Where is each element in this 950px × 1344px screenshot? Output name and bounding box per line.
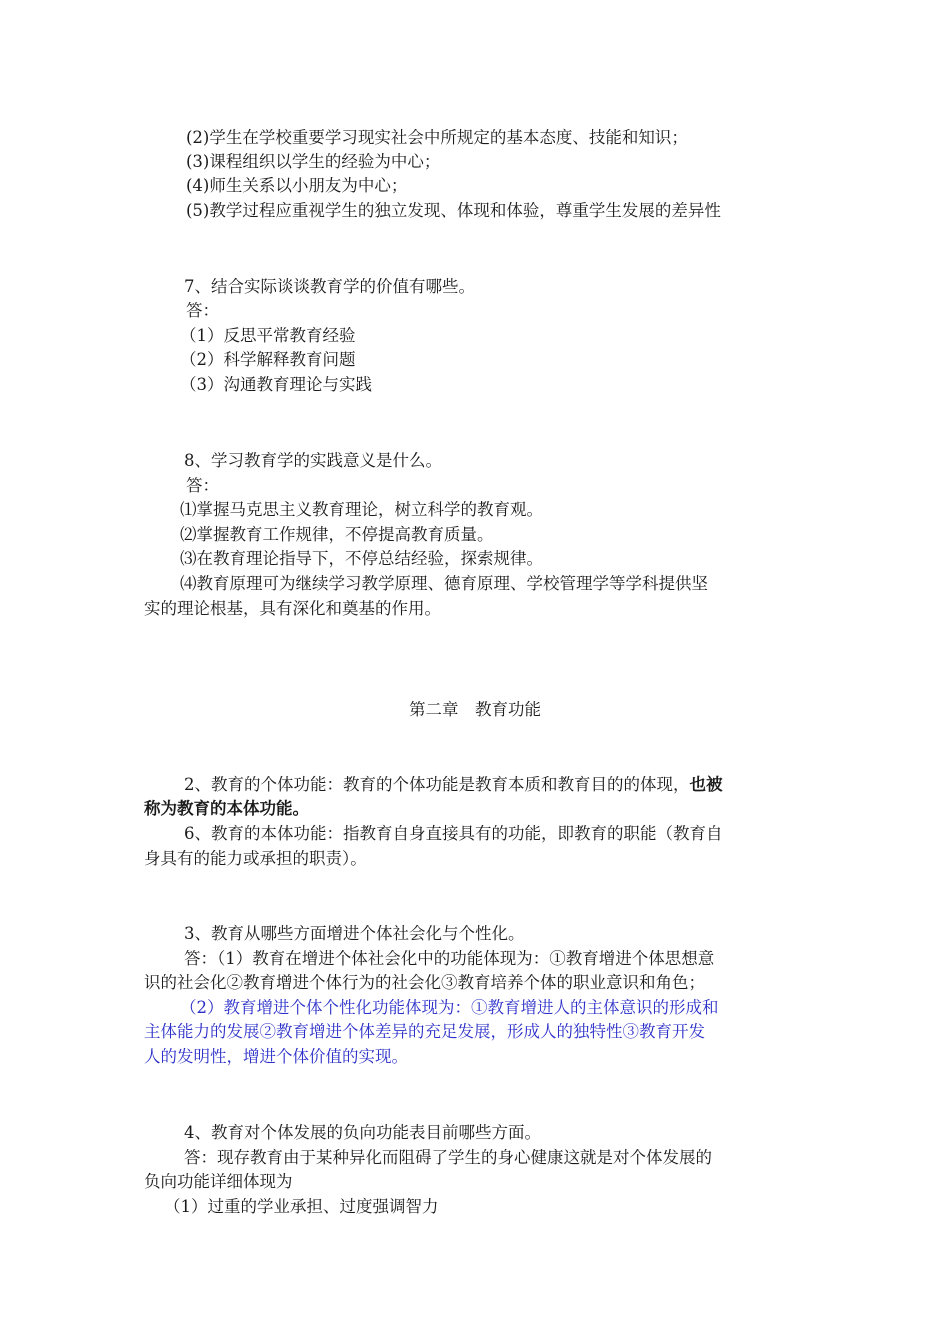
chapter-title: 第二章 教育功能 — [409, 700, 541, 719]
question-3: 3、教育从哪些方面增进个体社会化与个性化。 — [184, 924, 525, 943]
list-item: （1）反思平常教育经验 — [180, 326, 356, 345]
list-item: (3)课程组织以学生的经验为中心； — [186, 152, 441, 171]
list-item-continuation: 实的理论根基，具有深化和奠基的作用。 — [144, 599, 441, 618]
list-item: (2)学生在学校重要学习现实社会中所规定的基本态度、技能和知识； — [186, 128, 688, 147]
list-item: （2）科学解释教育问题 — [180, 350, 356, 369]
list-item: （1）过重的学业承担、过度强调智力 — [164, 1197, 439, 1216]
list-item: ⑴掌握马克思主义教育理论，树立科学的教育观。 — [180, 500, 543, 519]
list-item: ⑵掌握教育工作规律，不停提高教育质量。 — [180, 525, 494, 544]
list-item: （3）沟通教育理论与实践 — [180, 375, 372, 394]
definition-2-line1 — [184, 773, 723, 797]
definition-6-line2: 身具有的能力或承担的职责）。 — [144, 849, 367, 868]
answer-3-part2-line1: （2）教育增进个体个性化功能体现为：①教育增进人的主体意识的形成和 — [180, 998, 719, 1017]
answer-3-part2-line2: 主体能力的发展②教育增进个体差异的充足发展，形成人的独特性③教育开发 — [144, 1022, 705, 1041]
answer-4-line1: 答：现存教育由于某种异化而阻碍了学生的身心健康这就是对个体发展的 — [184, 1148, 712, 1167]
list-item: (4)师生关系以小朋友为中心； — [186, 176, 408, 195]
list-item: ⑷教育原理可为继续学习教学原理、德育原理、学校管理学等学科提供坚 — [180, 574, 708, 593]
definition-2-line2: 称为教育的本体功能。 — [144, 799, 309, 818]
answer-3-part1-line2: 识的社会化②教育增进个体行为的社会化③教育培养个体的职业意识和角色； — [144, 973, 705, 992]
question-7: 7、结合实际谈谈教育学的价值有哪些。 — [184, 277, 475, 296]
question-4: 4、教育对个体发展的负向功能表目前哪些方面。 — [184, 1123, 541, 1142]
question-8: 8、学习教育学的实践意义是什么。 — [184, 451, 442, 470]
list-item: (5)教学过程应重视学生的独立发现、体现和体验，尊重学生发展的差异性 — [186, 201, 721, 220]
answer-3-part2-line3: 人的发明性，增进个体价值的实现。 — [144, 1047, 408, 1066]
answer-3-part1-line1: 答：（1）教育在增进个体社会化中的功能体现为：①教育增进个体思想意 — [184, 949, 715, 968]
answer-label: 答： — [186, 301, 219, 320]
answer-4-line2: 负向功能详细体现为 — [144, 1172, 293, 1191]
definition-2-text: 2、教育的个体功能：教育的个体功能是教育本质和教育目的的体现， — [184, 775, 690, 794]
definition-6-line1: 6、教育的本体功能：指教育自身直接具有的功能，即教育的职能（教育自 — [184, 824, 723, 843]
list-item: ⑶在教育理论指导下，不停总结经验，探索规律。 — [180, 549, 543, 568]
answer-label: 答： — [186, 476, 219, 495]
definition-2-emphasis: 也被 — [689, 775, 723, 794]
